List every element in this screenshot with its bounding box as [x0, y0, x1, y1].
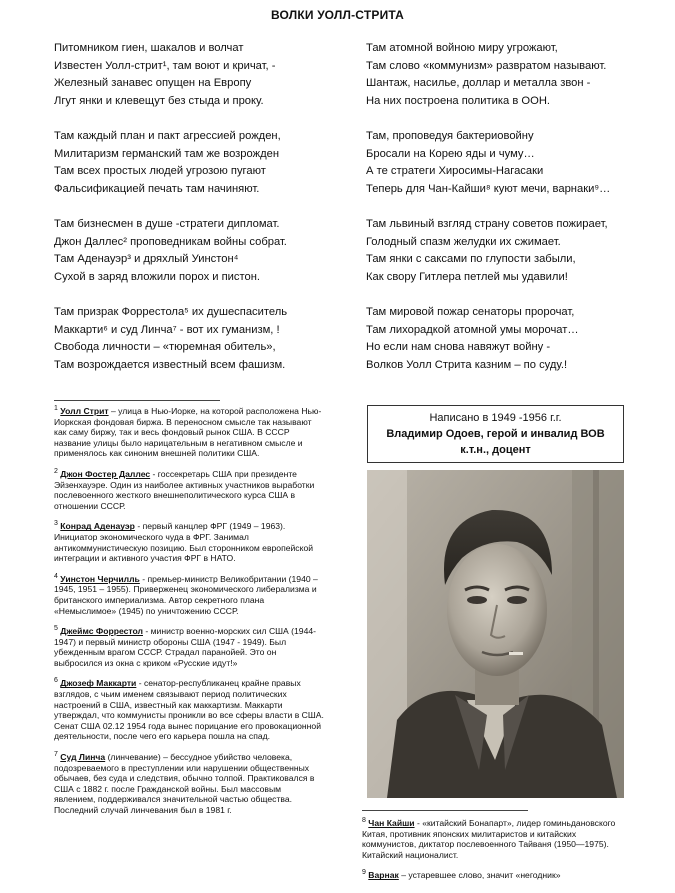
poem-line: Там всех простых людей угрозою пугают [54, 165, 266, 178]
footnote [54, 469, 324, 511]
poem-stanza [366, 128, 666, 198]
footnote-number: 3 [54, 520, 58, 528]
footnote-term: Джеймс Форрестол [60, 626, 143, 637]
footnotes-right [362, 818, 624, 891]
footnote-term: Чан Кайши [368, 818, 415, 828]
signature-degree: к.т.н., доцент [460, 444, 531, 456]
footnote [54, 521, 324, 563]
poem-line: Там Аденауэр³ и дряхлый Уинстон⁴ [54, 253, 239, 266]
footnote-divider-right [362, 810, 528, 811]
signature-box [367, 405, 624, 463]
footnote [362, 818, 624, 860]
poem-line: Известен Уолл-стрит¹, там воют и кричат, - [54, 59, 276, 72]
poem-line: Фальсификацией печать там начиняют. [54, 182, 260, 195]
footnote [362, 870, 624, 881]
footnote-term: Суд Линча [60, 752, 106, 763]
footnote-text: - «китайский Бонапарт», лидер гоминьдановского Китая, противник японских милитаристов и китайских коммунистов, диктатор послевоенного Тайваня (1950—1975). Китайский националист. [362, 818, 616, 860]
footnote-term: Джон Фостер Даллес [60, 468, 151, 479]
poem-line: Волков Уолл Стрита казним – по суду.! [366, 358, 568, 371]
poem-left-column [54, 40, 344, 392]
footnote-text: (линчевание) – бессудное убийство человека, подозреваемого в преступлении или нарушении общественных обычаев, без суда и следствия, обычно толпой. Практиковался в США с 1882 г. после Гражданской войны. Был массовым явлением, поддерживался значительной частью общества. Последний случай линчевания был в 1981 г. [54, 752, 315, 815]
poem-line: Там львиный взгляд страну советов пожирает, [366, 217, 608, 230]
poem-line: Там лихорадкой атомной умы морочат… [366, 323, 579, 336]
footnote [54, 626, 324, 668]
footnote-number: 1 [54, 405, 58, 413]
footnote [54, 574, 324, 616]
footnote-term: Варнак [368, 870, 399, 881]
poem-line: Сухой в заряд вложили порох и пистон. [54, 270, 261, 283]
signature-date: Написано в 1949 -1956 г.г. [429, 412, 562, 424]
footnote-text: - министр военно-морских сил США (1944-1947) и первый министр обороны США (1947 - 1949). Был убежденным врагом СССР. Страдал паранойей. Это он выбросился из окна с криком «Русские идут!» [54, 626, 317, 668]
poem-line: Там атомной войною миру угрожают, [366, 42, 558, 54]
poem-right-column [366, 40, 666, 392]
footnote-number: 7 [54, 751, 58, 759]
footnote [54, 406, 324, 459]
page-title: ВОЛКИ УОЛЛ-СТРИТА [270, 8, 405, 22]
poem-line: Маккарти⁶ и суд Линча⁷ - вот их гуманизм, ! [54, 323, 280, 336]
poem-line: А те стратеги Хиросимы-Нагасаки [366, 165, 544, 178]
poem-line: Лгут янки и клевещут без стыда и проку. [54, 94, 264, 107]
poem-line: Там возрождается известный всем фашизм. [54, 358, 286, 371]
footnote-number: 2 [54, 468, 58, 476]
footnote-number: 9 [362, 869, 366, 877]
poem-stanza [366, 40, 666, 110]
footnote-number: 4 [54, 572, 58, 580]
poem-line: Теперь для Чан-Кайши⁸ куют мечи, варнаки⁹… [366, 182, 611, 195]
footnote-text: - госсекретарь США при президенте Эйзенхауэре. Один из наиболее активных участников выработки послевоенного жесткого внешнеполитического курса США в отношении СССР. [54, 468, 315, 511]
poem-line: Но если нам снова навяжут войну - [366, 341, 551, 354]
footnote-text: – улица в Нью-Иорке, на которой расположена Нью-Иоркская фондовая биржа. В переносном смысле так называют как саму биржу, так и весь фондовый рынок США. В СССР название улицы было нарицательным в негативном смысле и применялось как синоним внешней политики США. [54, 406, 322, 459]
poem-line: Джон Даллес² проповедникам войны собрат. [54, 235, 287, 248]
poem-line: Там призрак Форрестола⁵ их душеспаситель [54, 305, 288, 318]
footnote [54, 678, 324, 742]
footnote-term: Джозеф Маккарти [60, 678, 137, 689]
poem-line: Там, проповедуя бактериовойну [366, 129, 534, 142]
poem-line: Там мировой пожар сенаторы пророчат, [366, 305, 575, 318]
poem-stanza [54, 216, 344, 286]
footnote-text: – устаревшее слово, значит «негодник» [398, 870, 561, 881]
poem-stanza [366, 304, 666, 374]
footnote-text: - сенатор-республиканец крайне правых взглядов, с чьим именем связывают период политических настроений в США, известный как маккартизм. Маккарти утверждал, что коммунисты проникли во все сферы власти в США. Сенат США 02.12 1954 года вынес порицание его провокационной деятельности, после чего его карьера пошла на спад. [54, 678, 324, 742]
poem-stanza [366, 216, 666, 286]
poem-stanza [54, 128, 344, 198]
footnote-term: Конрад Аденауэр [60, 521, 135, 532]
poem-line: Там янки с саксами по глупости забыли, [366, 253, 576, 266]
footnotes-left [54, 406, 324, 826]
footnote-number: 6 [54, 677, 58, 685]
poem-stanza [54, 304, 344, 374]
footnote-term: Уолл Стрит [60, 406, 109, 416]
poem-line: На них построена политика в ООН. [366, 94, 551, 107]
poem-line: Железный занавес опущен на Европу [54, 77, 252, 90]
footnote-divider-left [54, 400, 220, 401]
poem-line: Там бизнесмен в душе -стратеги дипломат. [54, 217, 280, 230]
footnote-number: 8 [362, 817, 366, 825]
poem-line: Питомником гиен, шакалов и волчат [54, 42, 244, 54]
poem-line: Голодный спазм желудки их сжимает. [366, 235, 561, 248]
footnote-term: Уинстон Черчилль [60, 573, 140, 584]
poem-line: Как свору Гитлера петлей мы удавили! [366, 270, 568, 283]
signature-author: Владимир Одоев, герой и инвалид ВОВ [386, 428, 605, 440]
poem-line: Милитаризм германский там же возрожден [54, 147, 280, 160]
footnote-text: - первый канцлер ФРГ (1949 – 1963). Инициатор экономического чуда в ФРГ. Занимал антикоммунистическую позицию. Был сторонником европейской интеграции и активного участия ФРГ в НАТО. [54, 521, 314, 564]
footnote-text: - премьер-министр Великобритании (1940 – 1945, 1951 – 1955). Приверженец экономического либерализма и британского империализма. Автор секретного плана «Немыслимое» (1945) по уничтожению СССР. [54, 573, 318, 616]
poem-line: Бросали на Корею яды и чуму… [366, 147, 535, 160]
poem-line: Свобода личности – «тюремная обитель», [54, 341, 276, 354]
poem-line: Там слово «коммунизм» развратом называют. [366, 59, 607, 72]
poem-line: Там каждый план и пакт агрессией рожден, [54, 129, 281, 142]
footnote-number: 5 [54, 625, 58, 633]
footnote [54, 752, 324, 816]
poem-line: Шантаж, насилье, доллар и металла звон - [366, 77, 591, 90]
poem-stanza [54, 40, 344, 110]
author-portrait-photo [367, 470, 624, 798]
